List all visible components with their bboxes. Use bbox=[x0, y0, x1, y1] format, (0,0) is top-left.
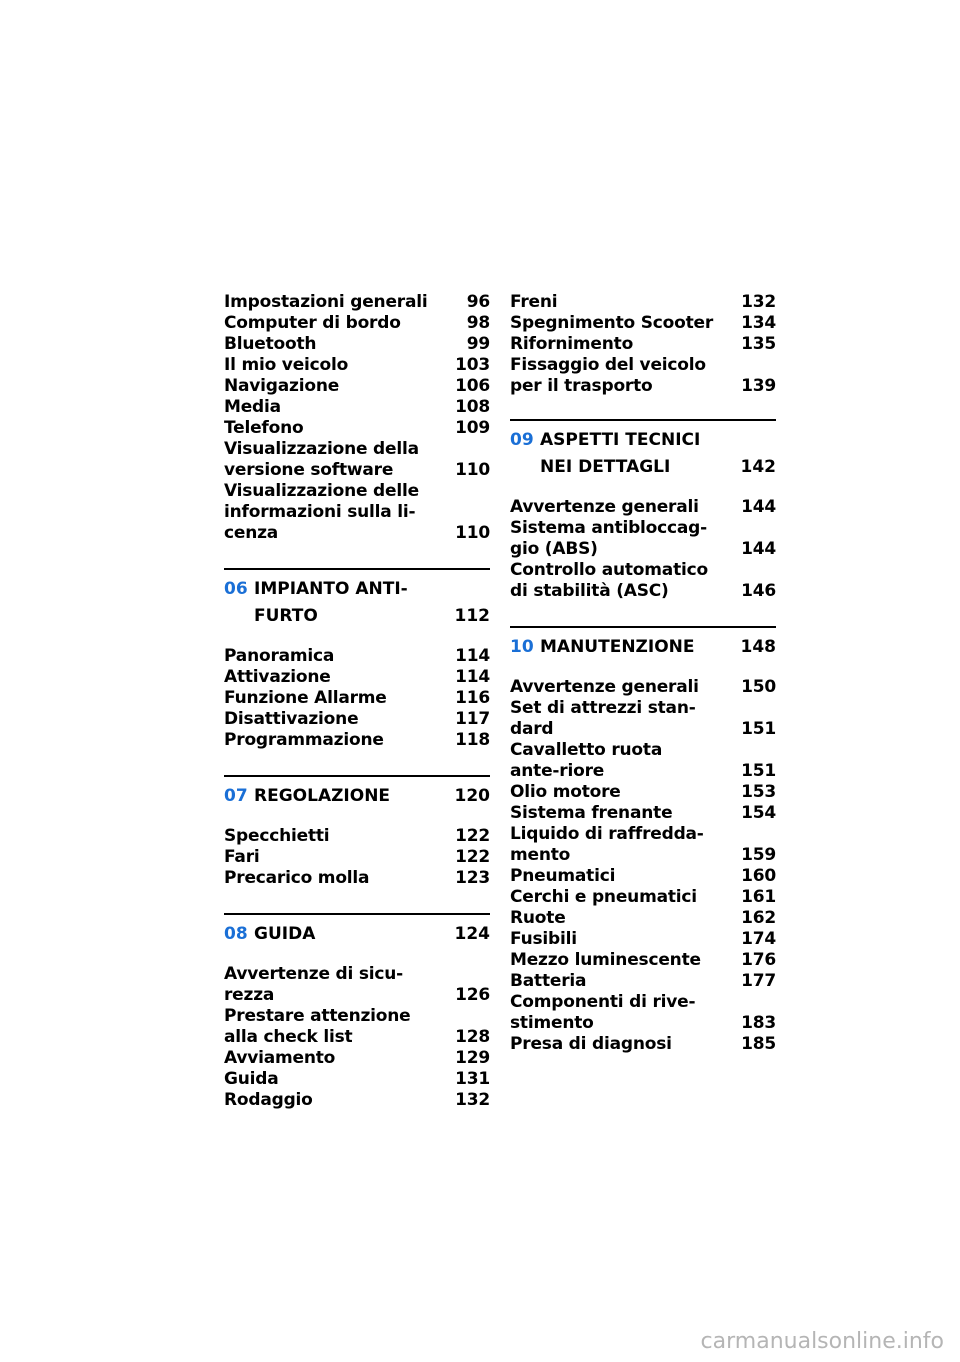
toc-entry-title: Media bbox=[224, 397, 281, 417]
toc-entry-page-number: 154 bbox=[741, 803, 776, 823]
toc-entry[interactable] bbox=[224, 730, 490, 751]
toc-section-heading bbox=[510, 419, 776, 481]
toc-entry-title: Specchietti bbox=[224, 826, 330, 846]
toc-entry-title: Visualizzazione della versione software bbox=[224, 439, 419, 480]
toc-entry-page-number: 99 bbox=[466, 334, 490, 354]
toc-entry[interactable] bbox=[510, 782, 776, 803]
toc-entry[interactable] bbox=[510, 866, 776, 887]
section-title: MANUTENZIONE bbox=[540, 637, 695, 657]
toc-entry[interactable] bbox=[224, 667, 490, 688]
toc-entry-title: Ruote bbox=[510, 908, 566, 928]
toc-section-heading bbox=[224, 775, 490, 810]
toc-entry-title: Avvertenze di sicu-rezza bbox=[224, 964, 404, 1005]
toc-entry-title: Precarico molla bbox=[224, 868, 370, 888]
toc-entry[interactable] bbox=[224, 334, 490, 355]
toc-entry[interactable] bbox=[510, 677, 776, 698]
toc-entry[interactable] bbox=[510, 292, 776, 313]
toc-entry[interactable] bbox=[510, 740, 776, 782]
toc-entry-page-number: 128 bbox=[455, 1027, 490, 1047]
toc-entry-title: Prestare attenzione alla check list bbox=[224, 1006, 411, 1047]
toc-entry-title: Controllo automatico di stabilità (ASC) bbox=[510, 560, 708, 601]
toc-entry[interactable] bbox=[510, 908, 776, 929]
watermark-footer: carmanualsonline.info bbox=[700, 1329, 944, 1354]
section-page-number: 142 bbox=[740, 457, 776, 477]
toc-entry-page-number: 96 bbox=[466, 292, 490, 312]
toc-entry-page-number: 126 bbox=[455, 985, 490, 1005]
toc-entry-page-number: 174 bbox=[741, 929, 776, 949]
toc-entry[interactable] bbox=[510, 1034, 776, 1055]
toc-entry-page-number: 122 bbox=[455, 826, 490, 846]
toc-entry-title: Computer di bordo bbox=[224, 313, 401, 333]
toc-entry[interactable] bbox=[224, 1006, 490, 1048]
toc-entry[interactable] bbox=[224, 313, 490, 334]
toc-entry[interactable] bbox=[510, 698, 776, 740]
toc-entry-page-number: 114 bbox=[455, 646, 490, 666]
toc-entry[interactable] bbox=[224, 688, 490, 709]
toc-entry-page-number: 98 bbox=[466, 313, 490, 333]
toc-entry[interactable] bbox=[224, 1090, 490, 1111]
toc-entry-page-number: 110 bbox=[455, 460, 490, 480]
toc-entry-title: Sistema antibloccag-gio (ABS) bbox=[510, 518, 708, 559]
toc-entry-title: Fusibili bbox=[510, 929, 577, 949]
toc-entry-title: Disattivazione bbox=[224, 709, 359, 729]
toc-entry[interactable] bbox=[224, 1048, 490, 1069]
toc-entry-page-number: 176 bbox=[741, 950, 776, 970]
toc-entry-page-number: 103 bbox=[455, 355, 490, 375]
toc-entry-title: Guida bbox=[224, 1069, 279, 1089]
toc-entry-page-number: 132 bbox=[455, 1090, 490, 1110]
toc-entry-page-number: 183 bbox=[741, 1013, 776, 1033]
toc-entry[interactable] bbox=[510, 334, 776, 355]
toc-entry-page-number: 177 bbox=[741, 971, 776, 991]
toc-entry-page-number: 150 bbox=[741, 677, 776, 697]
toc-entry-title: Presa di diagnosi bbox=[510, 1034, 672, 1054]
toc-entry[interactable] bbox=[510, 518, 776, 560]
toc-entry-page-number: 132 bbox=[741, 292, 776, 312]
toc-entry[interactable] bbox=[224, 847, 490, 868]
toc-entry-title: Cerchi e pneumatici bbox=[510, 887, 697, 907]
section-number: 07 bbox=[224, 786, 248, 806]
section-page-number: 120 bbox=[454, 786, 490, 806]
section-number: 09 bbox=[510, 430, 534, 450]
toc-entry-page-number: 161 bbox=[741, 887, 776, 907]
toc-entry-title: Batteria bbox=[510, 971, 587, 991]
toc-entry[interactable] bbox=[224, 646, 490, 667]
toc-entry-page-number: 114 bbox=[455, 667, 490, 687]
toc-column-left bbox=[224, 292, 490, 1111]
section-title: REGOLAZIONE bbox=[254, 786, 391, 806]
toc-entry-title: Componenti di rive-stimento bbox=[510, 992, 696, 1033]
toc-entry-page-number: 162 bbox=[741, 908, 776, 928]
toc-entry-title: Attivazione bbox=[224, 667, 331, 687]
toc-entry-page-number: 139 bbox=[741, 376, 776, 396]
section-number: 10 bbox=[510, 637, 534, 657]
toc-entry-page-number: 146 bbox=[741, 581, 776, 601]
toc-entry-title: Sistema frenante bbox=[510, 803, 673, 823]
toc-entry-title: Pneumatici bbox=[510, 866, 616, 886]
toc-entry[interactable] bbox=[510, 929, 776, 950]
toc-entry-title: Funzione Allarme bbox=[224, 688, 387, 708]
toc-entry[interactable] bbox=[510, 355, 776, 397]
toc-entry-title: Cavalletto ruota ante-riore bbox=[510, 740, 663, 781]
toc-entry-title: Olio motore bbox=[510, 782, 621, 802]
toc-entry-title: Set di attrezzi stan-dard bbox=[510, 698, 696, 739]
toc-entry-title: Avviamento bbox=[224, 1048, 336, 1068]
toc-entry-page-number: 144 bbox=[741, 539, 776, 559]
section-number: 08 bbox=[224, 924, 248, 944]
toc-entry[interactable] bbox=[510, 887, 776, 908]
toc-section-heading bbox=[224, 913, 490, 948]
toc-entry-title: Telefono bbox=[224, 418, 304, 438]
toc-entry-title: Fissaggio del veicolo per il trasporto bbox=[510, 355, 706, 396]
toc-entry[interactable] bbox=[224, 397, 490, 418]
toc-entry[interactable] bbox=[510, 497, 776, 518]
toc-entry-page-number: 122 bbox=[455, 847, 490, 867]
toc-entry[interactable] bbox=[224, 418, 490, 439]
toc-entry-title: Programmazione bbox=[224, 730, 384, 750]
section-title: GUIDA bbox=[254, 924, 316, 944]
toc-entry-title: Spegnimento Scooter bbox=[510, 313, 714, 333]
toc-entry-title: Bluetooth bbox=[224, 334, 317, 354]
toc-entry-page-number: 144 bbox=[741, 497, 776, 517]
toc-entry-title: Navigazione bbox=[224, 376, 340, 396]
toc-entry-title: Avvertenze generali bbox=[510, 497, 699, 517]
toc-entry-page-number: 151 bbox=[741, 761, 776, 781]
toc-entry[interactable] bbox=[510, 560, 776, 602]
toc-entry[interactable] bbox=[510, 992, 776, 1034]
toc-entry[interactable] bbox=[224, 709, 490, 730]
toc-entry-title: Rifornimento bbox=[510, 334, 634, 354]
toc-entry-title: Liquido di raffredda-mento bbox=[510, 824, 704, 865]
toc-entry-title: Avvertenze generali bbox=[510, 677, 699, 697]
toc-entry[interactable] bbox=[224, 868, 490, 889]
toc-section-heading bbox=[510, 626, 776, 661]
section-title: ASPETTI TECNICI NEI DETTAGLI bbox=[540, 430, 701, 477]
toc-entry[interactable] bbox=[510, 950, 776, 971]
toc-entry[interactable] bbox=[224, 355, 490, 376]
toc-entry-title: Panoramica bbox=[224, 646, 335, 666]
toc-entry-page-number: 123 bbox=[455, 868, 490, 888]
toc-entry-title: Fari bbox=[224, 847, 260, 867]
section-page-number: 148 bbox=[740, 637, 776, 657]
toc-entry-page-number: 160 bbox=[741, 866, 776, 886]
toc-entry-title: Il mio veicolo bbox=[224, 355, 349, 375]
toc-entry-title: Freni bbox=[510, 292, 558, 312]
toc-entry[interactable] bbox=[224, 1069, 490, 1090]
toc-entry-page-number: 185 bbox=[741, 1034, 776, 1054]
toc-entry-title: Impostazioni generali bbox=[224, 292, 428, 312]
toc-entry[interactable] bbox=[224, 481, 490, 544]
toc-entry-page-number: 134 bbox=[741, 313, 776, 333]
section-page-number: 112 bbox=[454, 606, 490, 626]
toc-entry[interactable] bbox=[224, 439, 490, 481]
toc-section-heading bbox=[224, 568, 490, 630]
toc-entry[interactable] bbox=[224, 376, 490, 397]
toc-entry[interactable] bbox=[224, 826, 490, 847]
section-number: 06 bbox=[224, 579, 248, 599]
toc-entry-title: Visualizzazione delle informazioni sulla li-cenza bbox=[224, 481, 419, 543]
section-title: IMPIANTO ANTI-FURTO bbox=[254, 579, 408, 626]
toc-entry-page-number: 159 bbox=[741, 845, 776, 865]
toc-entry[interactable] bbox=[224, 292, 490, 313]
toc-entry-title: Rodaggio bbox=[224, 1090, 313, 1110]
toc-entry-page-number: 135 bbox=[741, 334, 776, 354]
toc-entry[interactable] bbox=[510, 313, 776, 334]
toc-entry-page-number: 109 bbox=[455, 418, 490, 438]
toc-entry-page-number: 117 bbox=[455, 709, 490, 729]
toc-entry-page-number: 106 bbox=[455, 376, 490, 396]
toc-entry-page-number: 153 bbox=[741, 782, 776, 802]
toc-entry-page-number: 116 bbox=[455, 688, 490, 708]
toc-entry-page-number: 110 bbox=[455, 523, 490, 543]
toc-entry-title: Mezzo luminescente bbox=[510, 950, 701, 970]
toc-entry-page-number: 129 bbox=[455, 1048, 490, 1068]
toc-entry[interactable] bbox=[224, 964, 490, 1006]
toc-entry[interactable] bbox=[510, 803, 776, 824]
toc-entry-page-number: 108 bbox=[455, 397, 490, 417]
toc-entry-page-number: 131 bbox=[455, 1069, 490, 1089]
toc-entry[interactable] bbox=[510, 971, 776, 992]
toc-entry[interactable] bbox=[510, 824, 776, 866]
section-page-number: 124 bbox=[454, 924, 490, 944]
toc-column-right bbox=[510, 292, 776, 1055]
toc-entry-page-number: 151 bbox=[741, 719, 776, 739]
toc-entry-page-number: 118 bbox=[455, 730, 490, 750]
